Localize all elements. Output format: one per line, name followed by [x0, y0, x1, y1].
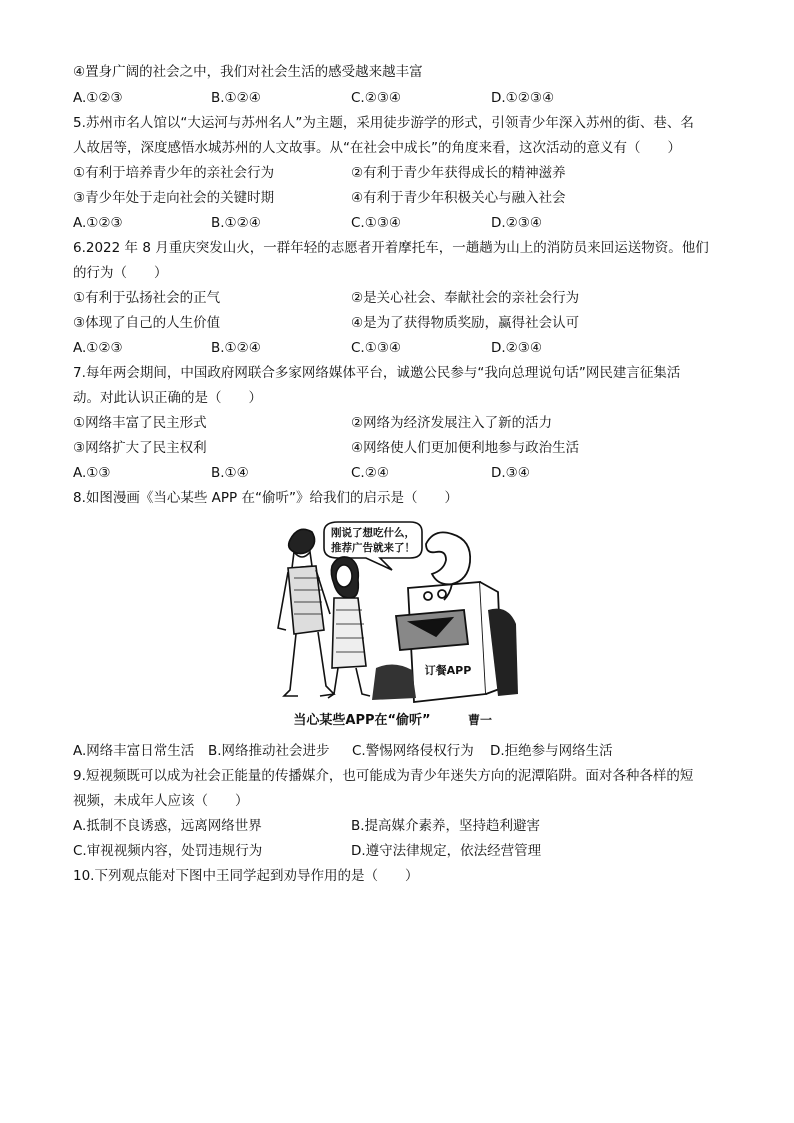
- q5-item-3: ③青少年处于走向社会的关键时期: [73, 190, 275, 206]
- q7-item-1: ①网络丰富了民主形式: [73, 415, 207, 431]
- q7-option-d: D.③④: [491, 465, 530, 481]
- q7-stem-line-2: 动。对此认识正确的是（ ）: [73, 390, 262, 406]
- q5-stem-line-2: 人故居等，深度感悟水城苏州的人文故事。从“在社会中成长”的角度来看，这次活动的意义有（ ）: [73, 140, 681, 156]
- cartoon-author: 曹一: [467, 713, 493, 727]
- q9-option-d: D.遵守法律规定，依法经营管理: [351, 843, 542, 859]
- q4-option-b: B.①②④: [211, 90, 261, 106]
- q6-option-a: A.①②③: [73, 340, 123, 356]
- q5-item-4: ④有利于青少年积极关心与融入社会: [351, 190, 566, 206]
- q6-option-d: D.②③④: [491, 340, 542, 356]
- q7-option-b: B.①④: [211, 465, 249, 481]
- q4-item-4: ④置身广阔的社会之中，我们对社会生活的感受越来越丰富: [73, 64, 423, 80]
- q6-item-3: ③体现了自己的人生价值: [73, 315, 221, 331]
- q7-item-3: ③网络扩大了民主权利: [73, 440, 207, 456]
- q10-stem: 10.下列观点能对下图中王同学起到劝导作用的是（ ）: [73, 868, 419, 884]
- q4-option-c: C.②③④: [351, 90, 402, 106]
- q4-option-a: A.①②③: [73, 90, 123, 106]
- q6-item-4: ④是为了获得物质奖励，赢得社会认可: [351, 315, 580, 331]
- speech-line-1: 刚说了想吃什么，: [331, 527, 415, 539]
- q6-item-1: ①有利于弘扬社会的正气: [73, 290, 221, 306]
- q8-option-b: B.网络推动社会进步: [208, 743, 330, 759]
- q9-stem-line-2: 视频，未成年人应该（ ）: [73, 793, 249, 809]
- q9-stem-line-1: 9.短视频既可以成为社会正能量的传播媒介，也可能成为青少年迷失方向的泥潭陷阱。面对各种各样的短: [73, 768, 694, 784]
- q5-option-a: A.①②③: [73, 215, 123, 231]
- speech-line-2: 推荐广告就来了！: [331, 542, 415, 554]
- cartoon-image: [276, 518, 521, 730]
- q5-option-c: C.①③④: [351, 215, 402, 231]
- q5-item-1: ①有利于培养青少年的亲社会行为: [73, 165, 275, 181]
- q8-option-a: A.网络丰富日常生活: [73, 743, 195, 759]
- q7-item-4: ④网络使人们更加便利地参与政治生活: [351, 440, 580, 456]
- q6-item-2: ②是关心社会、奉献社会的亲社会行为: [351, 290, 580, 306]
- q4-option-d: D.①②③④: [491, 90, 555, 106]
- q8-option-c: C.警惕网络侵权行为: [352, 743, 474, 759]
- q6-option-c: C.①③④: [351, 340, 402, 356]
- cartoon-caption: 当心某些APP在“偷听”: [293, 713, 431, 728]
- q5-item-2: ②有利于青少年获得成长的精神滋养: [351, 165, 566, 181]
- q7-stem-line-1: 7.每年两会期间，中国政府网联合多家网络媒体平台，诚邀公民参与“我向总理说句话”网民建言征集活: [73, 365, 681, 381]
- q8-option-d: D.拒绝参与网络生活: [490, 743, 613, 759]
- shadow-figure: [372, 664, 416, 700]
- q5-option-b: B.①②④: [211, 215, 261, 231]
- q6-stem-line-2: 的行为（ ）: [73, 265, 168, 281]
- q9-option-c: C.审视视频内容，处罚违规行为: [73, 843, 263, 859]
- q7-option-c: C.②④: [351, 465, 389, 481]
- q8-stem: 8.如图漫画《当心某些 APP 在“偷听”》给我们的启示是（ ）: [73, 490, 458, 506]
- woman-figure: [328, 557, 370, 698]
- q7-item-2: ②网络为经济发展注入了新的活力: [351, 415, 553, 431]
- q7-option-a: A.①③: [73, 465, 111, 481]
- q6-option-b: B.①②④: [211, 340, 261, 356]
- app-box-label: 订餐APP: [424, 664, 472, 677]
- q6-stem-line-1: 6.2022 年 8 月重庆突发山火，一群年轻的志愿者开着摩托车，一趟趟为山上的消防员来回运送物资。他们: [73, 240, 709, 256]
- q5-option-d: D.②③④: [491, 215, 542, 231]
- q9-option-a: A.抵制不良诱惑，远离网络世界: [73, 818, 262, 834]
- q9-option-b: B.提高媒介素养，坚持趋利避害: [351, 818, 541, 834]
- q5-stem-line-1: 5.苏州市名人馆以“大运河与苏州名人”为主题，采用徒步游学的形式，引领青少年深入苏州的街、巷、名: [73, 115, 694, 131]
